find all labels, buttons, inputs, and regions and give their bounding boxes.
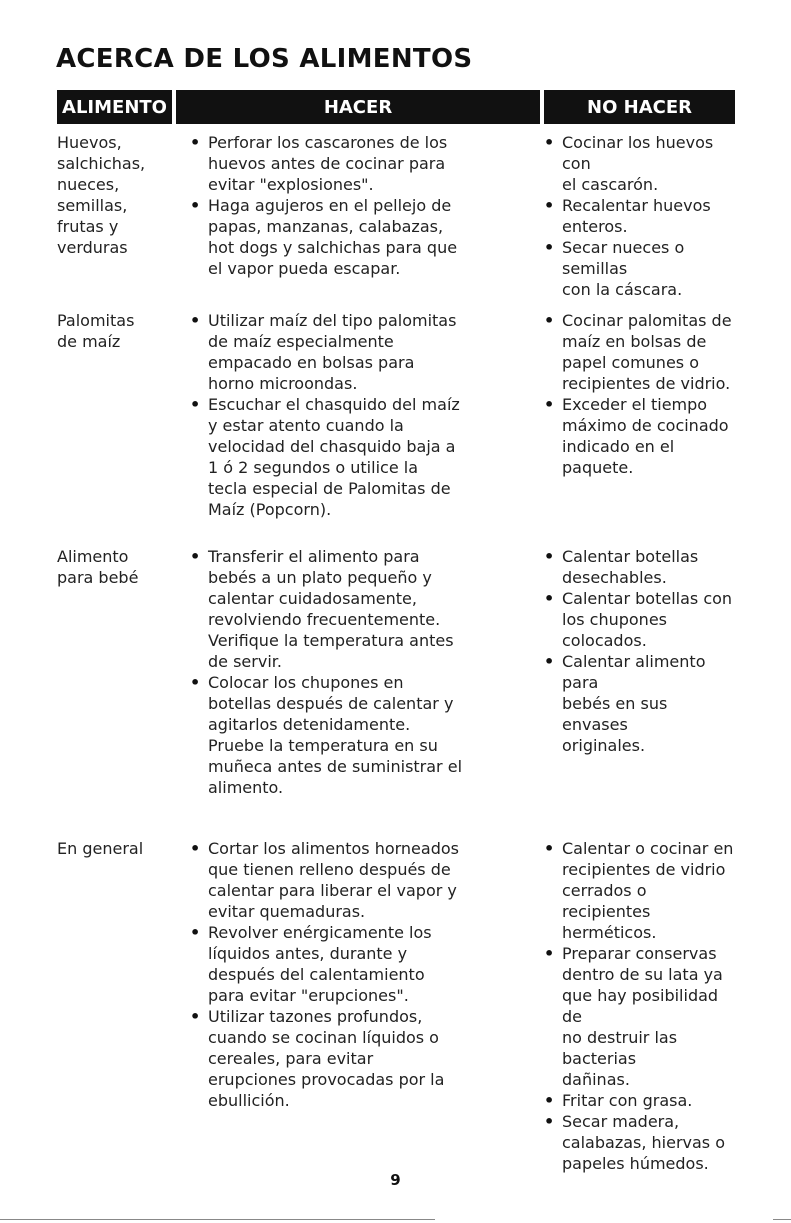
hacer-item: Pruebe la temperatura en su muñeca antes de suministrar el alimento.	[208, 736, 463, 797]
hacer-item: • Transferir el alimento para bebés a un plato pequeño y calentar cuidadosamente, revolviendo frecuentemente.	[186, 546, 534, 630]
no-hacer-item: • Calentar alimento para bebés en sus envases originales.	[540, 651, 735, 756]
table-row	[57, 546, 735, 838]
category-label: Alimento para bebé	[57, 547, 139, 587]
no-hacer-item: • Calentar botellas con los chupones colocados.	[540, 588, 735, 651]
header-alimento: ALIMENTO	[57, 90, 172, 124]
hacer-item: • Perforar los cascarones de los huevos antes de cocinar para evitar "explosiones".	[186, 132, 534, 195]
no-hacer-item: • Cocinar los huevos con el cascarón.	[540, 132, 735, 195]
hacer-item: • Cortar los alimentos horneados que tienen relleno después de calentar para liberar el vapor y evitar quemaduras.	[186, 838, 534, 922]
food-guide-table	[57, 90, 735, 1173]
no-hacer-list	[540, 132, 735, 310]
hacer-item: Verifique la temperatura antes de servir.	[208, 631, 454, 671]
no-hacer-item: • Fritar con grasa.	[540, 1090, 735, 1111]
no-hacer-item: • Recalentar huevos enteros.	[540, 195, 735, 237]
no-hacer-list	[540, 310, 735, 546]
table-row	[57, 132, 735, 310]
header-no-hacer: NO HACER	[540, 90, 735, 124]
hacer-item: • Colocar los chupones en botellas después de calentar y agitarlos detenidamente.	[186, 672, 534, 735]
hacer-item: • Haga agujeros en el pellejo de papas, manzanas, calabazas, hot dogs y salchichas para que el vapor pueda escapar.	[186, 195, 534, 279]
hacer-item: • Utilizar maíz del tipo palomitas de maíz especialmente empacado en bolsas para horno microondas.	[186, 310, 534, 394]
no-hacer-item: • Cocinar palomitas de maíz en bolsas de papel comunes o recipientes de vidrio.	[540, 310, 735, 394]
hacer-list	[172, 546, 540, 838]
hacer-list	[172, 310, 540, 546]
category-label: Huevos, salchichas, nueces, semillas, frutas y verduras	[57, 133, 146, 257]
hacer-item: • Utilizar tazones profundos, cuando se cocinan líquidos o cereales, para evitar erupciones provocadas por la ebullición.	[186, 1006, 534, 1111]
hacer-item: • Revolver enérgicamente los líquidos antes, durante y después del calentamiento para evitar "erupciones".	[186, 922, 534, 1006]
no-hacer-item: • Calentar o cocinar en recipientes de vidrio cerrados o recipientes herméticos.	[540, 838, 735, 943]
no-hacer-item: • Secar madera, calabazas, hiervas o papeles húmedos.	[540, 1111, 735, 1174]
hacer-item: • Escuchar el chasquido del maíz y estar atento cuando la velocidad del chasquido baja a 1 ó 2 segundos o utilice la tecla especial de Palomitas de Maíz (Popcorn).	[186, 394, 534, 520]
page-number: 9	[390, 1171, 401, 1189]
category-label: En general	[57, 839, 144, 858]
no-hacer-item: • Exceder el tiempo máximo de cocinado indicado en el paquete.	[540, 394, 735, 478]
hacer-list	[172, 838, 540, 1174]
page-title: ACERCA DE LOS ALIMENTOS	[56, 44, 473, 74]
bottom-rule-right	[773, 1219, 791, 1220]
no-hacer-list	[540, 546, 735, 838]
bottom-rule	[0, 1219, 435, 1220]
table-row	[57, 838, 735, 1173]
table-row	[57, 310, 735, 546]
category-label: Palomitas de maíz	[57, 311, 135, 351]
header-hacer: HACER	[172, 90, 540, 124]
no-hacer-item: • Preparar conservas dentro de su lata ya que hay posibilidad de no destruir las bacterias dañinas.	[540, 943, 735, 1090]
no-hacer-list	[540, 838, 735, 1174]
table-header-row	[57, 90, 735, 124]
no-hacer-item: • Secar nueces o semillas con la cáscara.	[540, 237, 735, 300]
no-hacer-item: • Calentar botellas desechables.	[540, 546, 735, 588]
hacer-list	[172, 132, 540, 310]
